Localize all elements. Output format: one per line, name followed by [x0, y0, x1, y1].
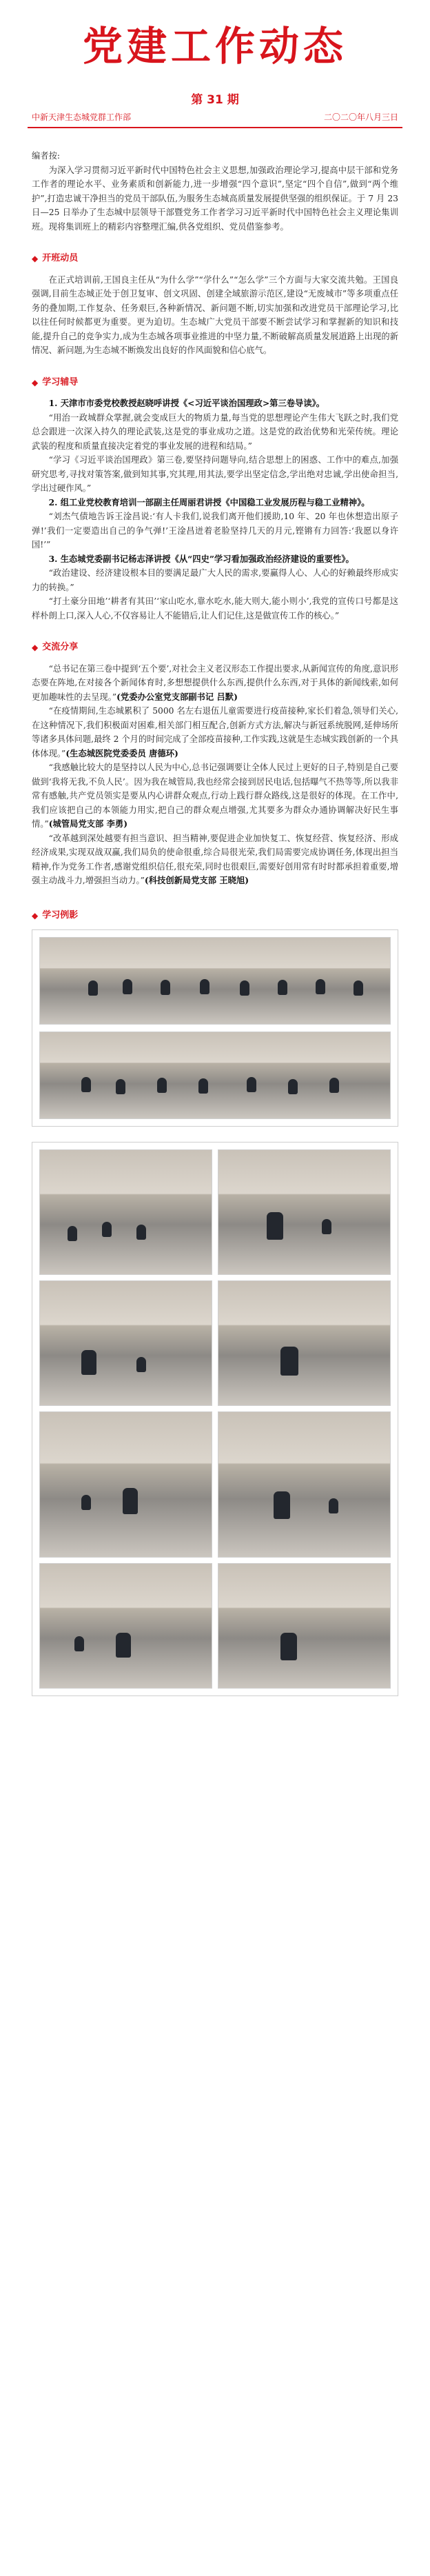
section-title: 交流分享 [42, 642, 79, 652]
quote-text: “总书记在第三卷中提到‘五个要’,对社会主义老汉形态工作提出要求,从新闻宣传的角度,意识形态要在阵地,在对接各个新闻体育时,多想想提供什么东西,提供什么东西,对于具体的新闻线索,如何更加趣味性的去呈现。” [32, 663, 398, 702]
masthead-divider [28, 127, 402, 128]
quote-text: “改革越到深处越要有担当意识、担当精神,要促进企业加快复工、恢复经营、恢复经济、形成经济成果,实现双战双赢,我们局负的使命很重,综合局很光荣,我们局需要完成协调任务,体现出担当精神,作为党务工作者,感谢党组织信任,很充荣,同时也很艰巨,需要好创用常有时时都承担着重要,增强主动战斗力,增强担当动力。” [32, 833, 398, 885]
section-heading-sharing [32, 641, 398, 655]
tutoring-item-2-heading: 2. 组工业党校教育培训一部副主任周丽君讲授《中国稳工业发展历程与稳工业精神》。 [48, 496, 370, 507]
photo-frame-top [32, 929, 398, 1127]
section-heading-tutoring [32, 376, 398, 390]
photo-collage [32, 1142, 398, 1696]
collage-photo [39, 1411, 212, 1558]
photo-grid [39, 1149, 391, 1689]
diamond-bullet-icon: ◆ [32, 643, 39, 652]
tutoring-item-3-para-1: “政治建设、经济建设根本目的要满足最广大人民的需求,要赢得人心、人心的好赖最终形成实力的转换。” [32, 568, 398, 592]
tutoring-item-3-heading: 3. 生态城党委副书记杨志泽讲授《从“四史”学习看加强政治经济建设的重要性》。 [48, 553, 354, 564]
section-title: 学习辅导 [42, 376, 79, 388]
editor-note [32, 149, 398, 234]
section-heading-scenes [32, 909, 398, 923]
section-heading-opening [32, 252, 398, 266]
quote-text: “在疫情期间,生态城累积了 5000 名左右退伍儿童需要进行疫苗接种,家长们着急,领导们关心,在这种情况下,我们积极面对困难,相关部门相互配合,创新方式方法,解决与新冠系统脱网,延伸场所等诸多具体问题,最终 2 个月的时间完成了全部疫苗接种,工作实践,这就是生态城实践创新的一个具体体现。” [32, 706, 398, 758]
quote-signature: (科技创新局党支部 王晓旭) [144, 875, 249, 885]
quote-signature: (党委办公室党支部副书记 吕默) [116, 691, 238, 702]
collage-photo [218, 1280, 391, 1406]
masthead-meta [0, 107, 430, 123]
masthead [0, 0, 430, 107]
collage-photo [39, 1280, 212, 1406]
sharing-quote-2 [32, 704, 398, 761]
editor-note-label: 编者按: [32, 151, 61, 161]
collage-photo [218, 1149, 391, 1275]
opening-paragraph: 在正式培训前,王国良主任从“为什么学”“学什么”“怎么学”三个方面与大家交流共勉。王国良强调,目前生态城正处于创卫复审、创文巩固、创建全域旅游示范区,建设“无废城市”等多项重点任务的叠加期,工作复杂、任务艰巨,各种新情况、新问题不断,切实加强和改进党员干部理论学习,比以往任何时候都更为重要。更为迫切。生态城广大党员干部要不断尝试学习和掌握新的知识和技能,提升自己的竞争实力,成为生态城各项事业推进的中坚力量,不断破解高质量发展道路上出现的新情况、新问题,为生态城不断焕发出良好的作风面貌和信心底气。 [32, 274, 398, 355]
publisher: 中新天津生态城党群工作部 [32, 112, 132, 122]
quote-signature: (城管局党支部 李勇) [48, 818, 128, 829]
sharing-quote-1 [32, 662, 398, 705]
quote-text: “我感触比较大的是坚持以人民为中心,总书记强调要让全体人民过上更好的日子,特别是自己要做到‘我将无我,不负人民’。因为我在城管局,我也经常会接到居民电话,包括曝气不热等等,所以我非常有感触,共产党员领实是要从内心讲群众观点,行动上践行群众路线,这是很好的体现。在工作中,我们应该把自己的本领能力用实,把自己的群众观点增强,尤其要多为群众办通协调解决好民生事情。” [32, 763, 398, 829]
collage-photo [218, 1411, 391, 1558]
training-session-photo [39, 1032, 391, 1119]
editor-note-text: 为深入学习贯彻习近平新时代中国特色社会主义思想,加强政治理论学习,提高中层干部和党务工作者的理论水平、业务素质和创新能力,进一步增强“四个意识”,坚定“四个自信”,做到“两个维护”,打造忠诚干净担当的党员干部队伍,为服务生态城高质量发展提供坚强的组织保证。于 7 月 23 日—25 日举办了生态城中层领导干部暨党务工作者学习习近平新时代中国特色社会主义理论集训班。现将集训班上的精彩内容整理汇编,供各党组织、党员借鉴参考。 [32, 165, 398, 232]
diamond-bullet-icon: ◆ [32, 254, 39, 263]
diamond-bullet-icon: ◆ [32, 910, 39, 920]
meeting-room-photo [39, 937, 391, 1025]
tutoring-item-1-para-1: “用治一政城群众掌握,就会变成巨大的物质力量,每当党的思想理论产生伟大飞跃之时,我们党总会跟进一次深入持久的理论武装,这是党的事业成功之道。这是党的政治优势和光荣传统。理论武装的程度和质量直接决定着党的事业发展的进程和结局。” [32, 412, 398, 451]
collage-photo [39, 1149, 212, 1275]
collage-photo [218, 1563, 391, 1689]
publish-date: 二〇二〇年八月三日 [323, 112, 398, 122]
sharing-quote-3 [32, 761, 398, 832]
diamond-bullet-icon: ◆ [32, 377, 39, 388]
masthead-title: 党建工作动态 [82, 23, 347, 70]
issue-number: 第 31 期 [191, 93, 239, 107]
section-title: 学习例影 [42, 909, 79, 920]
quote-signature: (生态城医院党委委员 唐德环) [65, 747, 178, 758]
content-body [0, 149, 430, 1696]
tutoring-item-3-para-2: “打土豪分田地’‘耕者有其田’‘家山吃水,靠水吃水,能大则大,能小则小’,我党的宣传口号都是这样朴朗上口,深入人心,不仅容易让人不能错后,让人们记住,这是做宣传工作的核心。” [32, 596, 398, 621]
sharing-quote-4 [32, 832, 398, 888]
section-title: 开班动员 [42, 253, 79, 263]
tutoring-item-1-heading: 1. 天津市市委党校教授赵晓呼讲授《<习近平谈治国理政>第三卷导读》。 [48, 398, 325, 408]
tutoring-item-2-para-1: “刘杰气债地告诉王淦昌说:‘有人卡我们,说我们离开他们援助,10 年、20 年也休想造出原子弹!’我们一定要造出自己的争气弹!’王淦昌迸着老脸坚持几天的月元,铿锵有力回答:‘我愿以身许国!’” [32, 512, 398, 550]
collage-photo [39, 1563, 212, 1689]
tutoring-item-1-para-2: “学习《习近平谈治国理政》第三卷,要坚持问题导向,结合思想上的困惑、工作中的难点,加强研究思考,寻找对策答案,做到知其事,究其理,用其法,要学出坚定信念,学出绝对忠诚,学出使命担当,学出过硬作风。” [32, 455, 398, 493]
